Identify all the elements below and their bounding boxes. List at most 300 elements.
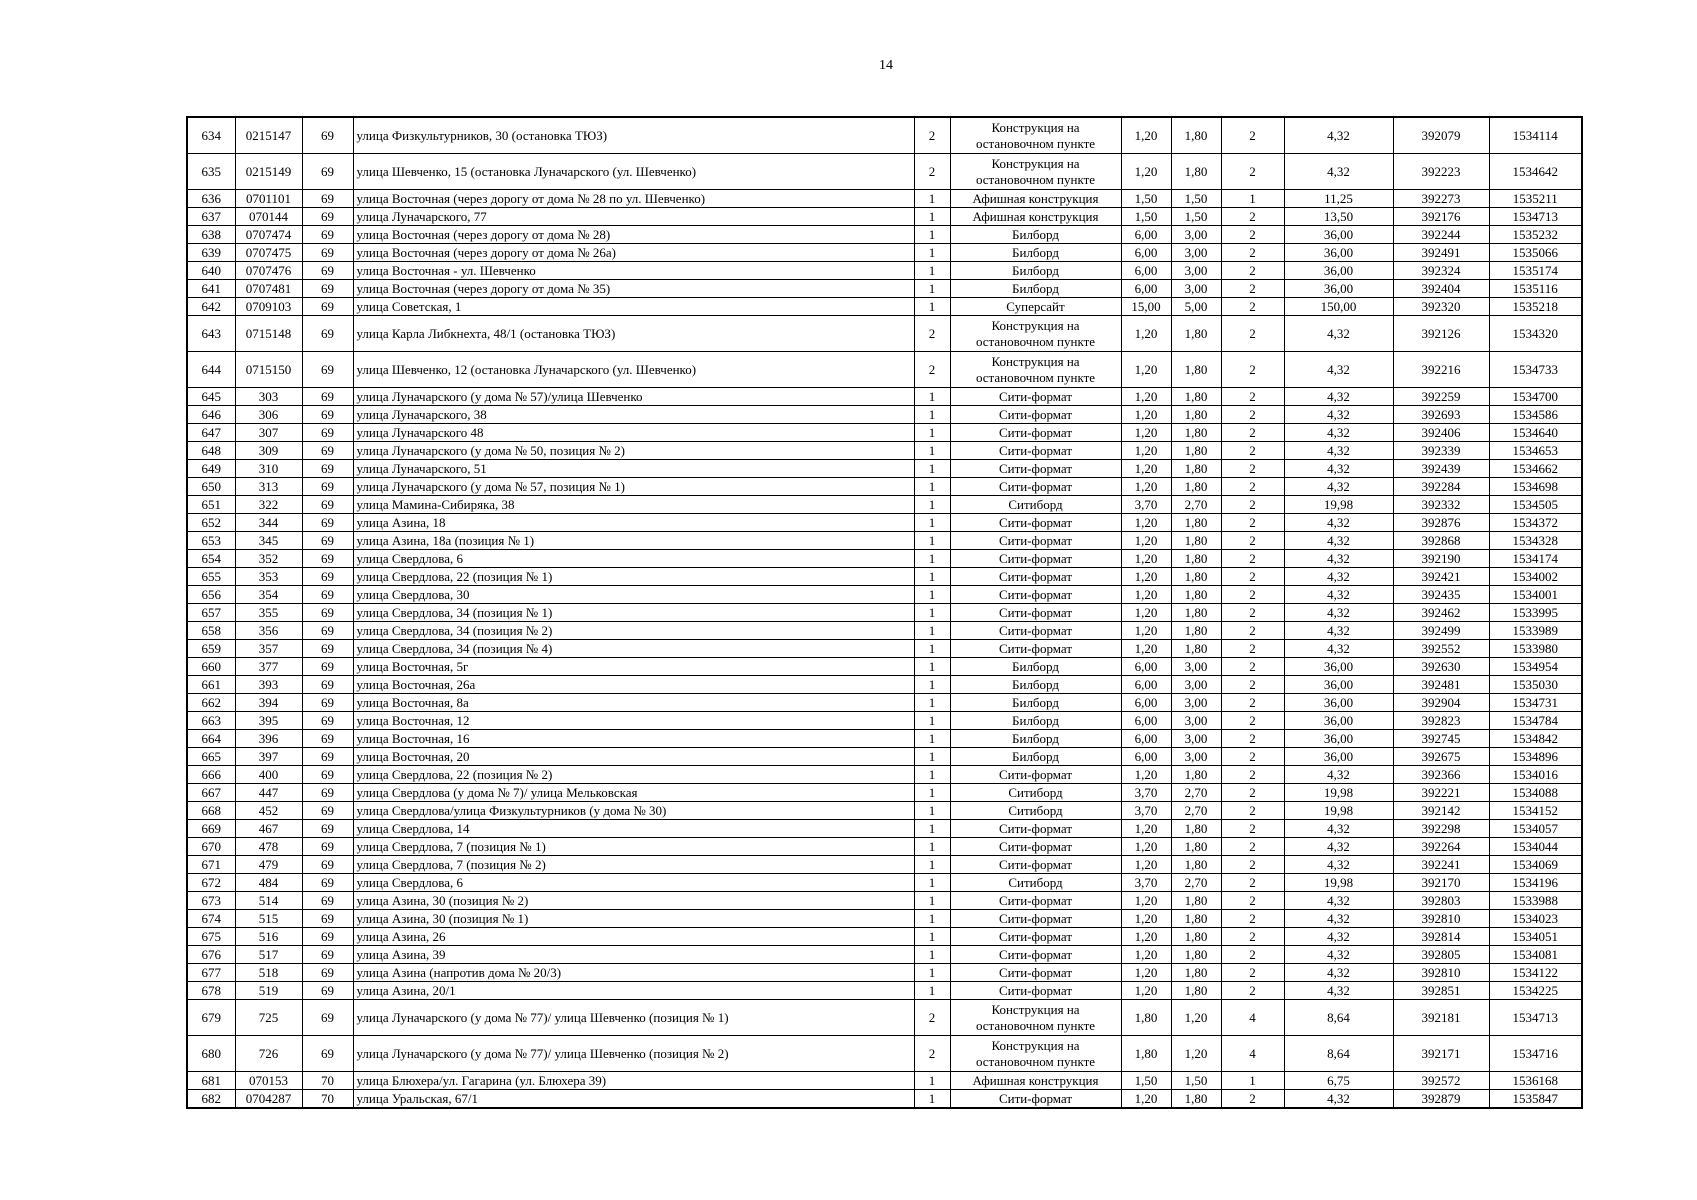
height-cell: 1,80 [1171, 316, 1221, 352]
row-number-cell: 646 [187, 406, 235, 424]
address-cell: улица Восточная, 12 [353, 712, 914, 730]
structure-id-cell: 070153 [235, 1072, 302, 1090]
coord-y-cell: 1535174 [1489, 262, 1582, 280]
height-cell: 1,80 [1171, 820, 1221, 838]
width-cell: 6,00 [1121, 262, 1171, 280]
structure-type-cell: Ситиборд [950, 802, 1121, 820]
area-cell: 19,98 [1284, 874, 1393, 892]
width-cell: 6,00 [1121, 694, 1171, 712]
sides-count-cell: 1 [914, 478, 950, 496]
district-code-cell: 69 [302, 622, 353, 640]
row-number-cell: 653 [187, 532, 235, 550]
faces-count-cell: 2 [1221, 262, 1284, 280]
height-cell: 3,00 [1171, 226, 1221, 244]
sides-count-cell: 1 [914, 694, 950, 712]
structure-type-cell: Сити-формат [950, 928, 1121, 946]
height-cell: 1,80 [1171, 352, 1221, 388]
sides-count-cell: 1 [914, 568, 950, 586]
sides-count-cell: 1 [914, 676, 950, 694]
structure-type-cell: Афишная конструкция [950, 1072, 1121, 1090]
sides-count-cell: 1 [914, 784, 950, 802]
coord-y-cell: 1534174 [1489, 550, 1582, 568]
coord-y-cell: 1534733 [1489, 352, 1582, 388]
district-code-cell: 69 [302, 910, 353, 928]
height-cell: 1,80 [1171, 478, 1221, 496]
district-code-cell: 69 [302, 604, 353, 622]
sides-count-cell: 2 [914, 117, 950, 154]
coord-x-cell: 392810 [1393, 964, 1489, 982]
address-cell: улица Луначарского (у дома № 57)/улица Шевченко [353, 388, 914, 406]
district-code-cell: 69 [302, 496, 353, 514]
sides-count-cell: 1 [914, 550, 950, 568]
height-cell: 1,80 [1171, 550, 1221, 568]
structure-type-cell: Сити-формат [950, 964, 1121, 982]
district-code-cell: 69 [302, 964, 353, 982]
height-cell: 1,80 [1171, 946, 1221, 964]
width-cell: 6,00 [1121, 676, 1171, 694]
width-cell: 6,00 [1121, 244, 1171, 262]
row-number-cell: 675 [187, 928, 235, 946]
width-cell: 1,20 [1121, 388, 1171, 406]
district-code-cell: 69 [302, 586, 353, 604]
coord-x-cell: 392803 [1393, 892, 1489, 910]
table-row [187, 226, 1582, 244]
row-number-cell: 673 [187, 892, 235, 910]
table-row [187, 1036, 1582, 1072]
district-code-cell: 69 [302, 388, 353, 406]
sides-count-cell: 1 [914, 946, 950, 964]
table-row [187, 712, 1582, 730]
height-cell: 1,80 [1171, 586, 1221, 604]
width-cell: 1,20 [1121, 406, 1171, 424]
structure-id-cell: 725 [235, 1000, 302, 1036]
structure-id-cell: 0715148 [235, 316, 302, 352]
table-row [187, 694, 1582, 712]
sides-count-cell: 1 [914, 262, 950, 280]
table-row [187, 316, 1582, 352]
row-number-cell: 657 [187, 604, 235, 622]
structure-type-cell: Сити-формат [950, 568, 1121, 586]
row-number-cell: 677 [187, 964, 235, 982]
structure-type-cell: Билборд [950, 226, 1121, 244]
row-number-cell: 659 [187, 640, 235, 658]
area-cell: 36,00 [1284, 694, 1393, 712]
sides-count-cell: 1 [914, 244, 950, 262]
table-row [187, 388, 1582, 406]
sides-count-cell: 1 [914, 658, 950, 676]
table-row [187, 982, 1582, 1000]
coord-y-cell: 1534784 [1489, 712, 1582, 730]
width-cell: 6,00 [1121, 280, 1171, 298]
height-cell: 1,20 [1171, 1000, 1221, 1036]
area-cell: 4,32 [1284, 892, 1393, 910]
structure-type-cell: Сити-формат [950, 478, 1121, 496]
coord-y-cell: 1534842 [1489, 730, 1582, 748]
coord-x-cell: 392851 [1393, 982, 1489, 1000]
coord-y-cell: 1534716 [1489, 1036, 1582, 1072]
height-cell: 1,80 [1171, 117, 1221, 154]
coord-y-cell: 1534700 [1489, 388, 1582, 406]
height-cell: 2,70 [1171, 784, 1221, 802]
coord-x-cell: 392079 [1393, 117, 1489, 154]
width-cell: 6,00 [1121, 748, 1171, 766]
area-cell: 8,64 [1284, 1000, 1393, 1036]
sides-count-cell: 2 [914, 352, 950, 388]
table-row [187, 874, 1582, 892]
coord-x-cell: 392181 [1393, 1000, 1489, 1036]
faces-count-cell: 2 [1221, 712, 1284, 730]
width-cell: 1,20 [1121, 154, 1171, 190]
structure-id-cell: 313 [235, 478, 302, 496]
coord-y-cell: 1535030 [1489, 676, 1582, 694]
coord-y-cell: 1534081 [1489, 946, 1582, 964]
width-cell: 1,20 [1121, 892, 1171, 910]
area-cell: 4,32 [1284, 982, 1393, 1000]
coord-x-cell: 392223 [1393, 154, 1489, 190]
faces-count-cell: 2 [1221, 586, 1284, 604]
structure-id-cell: 345 [235, 532, 302, 550]
width-cell: 1,20 [1121, 550, 1171, 568]
height-cell: 3,00 [1171, 280, 1221, 298]
table-row [187, 478, 1582, 496]
table-row [187, 352, 1582, 388]
faces-count-cell: 2 [1221, 1090, 1284, 1109]
table-row [187, 838, 1582, 856]
faces-count-cell: 4 [1221, 1036, 1284, 1072]
structure-type-cell: Билборд [950, 658, 1121, 676]
area-cell: 36,00 [1284, 748, 1393, 766]
coord-x-cell: 392176 [1393, 208, 1489, 226]
row-number-cell: 639 [187, 244, 235, 262]
sides-count-cell: 1 [914, 532, 950, 550]
district-code-cell: 69 [302, 406, 353, 424]
height-cell: 1,50 [1171, 208, 1221, 226]
height-cell: 1,50 [1171, 1072, 1221, 1090]
coord-y-cell: 1534640 [1489, 424, 1582, 442]
sides-count-cell: 1 [914, 280, 950, 298]
coord-y-cell: 1534328 [1489, 532, 1582, 550]
faces-count-cell: 2 [1221, 892, 1284, 910]
faces-count-cell: 2 [1221, 532, 1284, 550]
structure-id-cell: 0707474 [235, 226, 302, 244]
district-code-cell: 69 [302, 532, 353, 550]
height-cell: 1,50 [1171, 190, 1221, 208]
sides-count-cell: 2 [914, 316, 950, 352]
coord-x-cell: 392421 [1393, 568, 1489, 586]
sides-count-cell: 1 [914, 298, 950, 316]
sides-count-cell: 1 [914, 208, 950, 226]
width-cell: 3,70 [1121, 874, 1171, 892]
address-cell: улица Восточная, 20 [353, 748, 914, 766]
table-row [187, 244, 1582, 262]
address-cell: улица Советская, 1 [353, 298, 914, 316]
structure-id-cell: 303 [235, 388, 302, 406]
faces-count-cell: 2 [1221, 946, 1284, 964]
structure-id-cell: 0707475 [235, 244, 302, 262]
area-cell: 4,32 [1284, 154, 1393, 190]
row-number-cell: 667 [187, 784, 235, 802]
row-number-cell: 637 [187, 208, 235, 226]
coord-x-cell: 392745 [1393, 730, 1489, 748]
table-row [187, 154, 1582, 190]
structure-type-cell: Конструкция на остановочном пункте [950, 154, 1121, 190]
structure-id-cell: 515 [235, 910, 302, 928]
coord-y-cell: 1533995 [1489, 604, 1582, 622]
coord-x-cell: 392320 [1393, 298, 1489, 316]
district-code-cell: 69 [302, 316, 353, 352]
coord-y-cell: 1533989 [1489, 622, 1582, 640]
faces-count-cell: 2 [1221, 604, 1284, 622]
width-cell: 1,20 [1121, 352, 1171, 388]
area-cell: 4,32 [1284, 622, 1393, 640]
height-cell: 1,80 [1171, 406, 1221, 424]
width-cell: 1,20 [1121, 586, 1171, 604]
coord-x-cell: 392462 [1393, 604, 1489, 622]
area-cell: 4,32 [1284, 946, 1393, 964]
structure-type-cell: Сити-формат [950, 622, 1121, 640]
table-row [187, 910, 1582, 928]
coord-y-cell: 1534653 [1489, 442, 1582, 460]
structure-type-cell: Конструкция на остановочном пункте [950, 316, 1121, 352]
area-cell: 4,32 [1284, 406, 1393, 424]
address-cell: улица Луначарского (у дома № 57, позиция № 1) [353, 478, 914, 496]
coord-x-cell: 392142 [1393, 802, 1489, 820]
row-number-cell: 635 [187, 154, 235, 190]
faces-count-cell: 4 [1221, 1000, 1284, 1036]
height-cell: 1,20 [1171, 1036, 1221, 1072]
area-cell: 6,75 [1284, 1072, 1393, 1090]
height-cell: 3,00 [1171, 730, 1221, 748]
faces-count-cell: 2 [1221, 208, 1284, 226]
row-number-cell: 671 [187, 856, 235, 874]
structure-type-cell: Сити-формат [950, 442, 1121, 460]
address-cell: улица Луначарского (у дома № 77)/ улица Шевченко (позиция № 2) [353, 1036, 914, 1072]
coord-y-cell: 1534088 [1489, 784, 1582, 802]
height-cell: 5,00 [1171, 298, 1221, 316]
structure-id-cell: 344 [235, 514, 302, 532]
structure-id-cell: 306 [235, 406, 302, 424]
height-cell: 3,00 [1171, 712, 1221, 730]
row-number-cell: 634 [187, 117, 235, 154]
area-cell: 4,32 [1284, 424, 1393, 442]
sides-count-cell: 1 [914, 226, 950, 244]
district-code-cell: 69 [302, 262, 353, 280]
coord-y-cell: 1535847 [1489, 1090, 1582, 1109]
area-cell: 19,98 [1284, 802, 1393, 820]
row-number-cell: 652 [187, 514, 235, 532]
address-cell: улица Мамина-Сибиряка, 38 [353, 496, 914, 514]
table-row [187, 820, 1582, 838]
structure-id-cell: 353 [235, 568, 302, 586]
faces-count-cell: 2 [1221, 964, 1284, 982]
height-cell: 3,00 [1171, 676, 1221, 694]
height-cell: 1,80 [1171, 856, 1221, 874]
sides-count-cell: 1 [914, 460, 950, 478]
width-cell: 1,20 [1121, 928, 1171, 946]
height-cell: 1,80 [1171, 766, 1221, 784]
coord-y-cell: 1534122 [1489, 964, 1582, 982]
row-number-cell: 663 [187, 712, 235, 730]
coord-y-cell: 1534642 [1489, 154, 1582, 190]
table-row [187, 117, 1582, 154]
structure-type-cell: Афишная конструкция [950, 208, 1121, 226]
coord-x-cell: 392572 [1393, 1072, 1489, 1090]
area-cell: 4,32 [1284, 604, 1393, 622]
coord-x-cell: 392406 [1393, 424, 1489, 442]
structure-type-cell: Сити-формат [950, 838, 1121, 856]
row-number-cell: 656 [187, 586, 235, 604]
structure-id-cell: 0707481 [235, 280, 302, 298]
structure-type-cell: Сити-формат [950, 460, 1121, 478]
width-cell: 3,70 [1121, 802, 1171, 820]
faces-count-cell: 2 [1221, 748, 1284, 766]
height-cell: 3,00 [1171, 748, 1221, 766]
structure-id-cell: 393 [235, 676, 302, 694]
address-cell: улица Азина, 20/1 [353, 982, 914, 1000]
coord-y-cell: 1533988 [1489, 892, 1582, 910]
width-cell: 1,80 [1121, 1000, 1171, 1036]
area-cell: 4,32 [1284, 514, 1393, 532]
structure-id-cell: 395 [235, 712, 302, 730]
area-cell: 4,32 [1284, 532, 1393, 550]
table-row [187, 856, 1582, 874]
district-code-cell: 69 [302, 802, 353, 820]
coord-x-cell: 392221 [1393, 784, 1489, 802]
coord-y-cell: 1534023 [1489, 910, 1582, 928]
structure-type-cell: Сити-формат [950, 550, 1121, 568]
structure-type-cell: Сити-формат [950, 856, 1121, 874]
width-cell: 1,20 [1121, 910, 1171, 928]
table-row [187, 946, 1582, 964]
row-number-cell: 658 [187, 622, 235, 640]
address-cell: улица Свердлова, 22 (позиция № 1) [353, 568, 914, 586]
structure-type-cell: Конструкция на остановочном пункте [950, 1036, 1121, 1072]
address-cell: улица Свердлова, 34 (позиция № 1) [353, 604, 914, 622]
address-cell: улица Луначарского, 38 [353, 406, 914, 424]
area-cell: 36,00 [1284, 280, 1393, 298]
row-number-cell: 666 [187, 766, 235, 784]
structure-type-cell: Сити-формат [950, 388, 1121, 406]
height-cell: 1,80 [1171, 442, 1221, 460]
height-cell: 3,00 [1171, 694, 1221, 712]
area-cell: 4,32 [1284, 352, 1393, 388]
faces-count-cell: 2 [1221, 496, 1284, 514]
coord-x-cell: 392216 [1393, 352, 1489, 388]
district-code-cell: 69 [302, 892, 353, 910]
address-cell: улица Свердлова, 34 (позиция № 2) [353, 622, 914, 640]
sides-count-cell: 1 [914, 604, 950, 622]
height-cell: 3,00 [1171, 658, 1221, 676]
table-row [187, 208, 1582, 226]
advertising-structures-table [186, 116, 1583, 1109]
sides-count-cell: 1 [914, 802, 950, 820]
width-cell: 1,20 [1121, 640, 1171, 658]
row-number-cell: 664 [187, 730, 235, 748]
coord-x-cell: 392879 [1393, 1090, 1489, 1109]
structure-id-cell: 394 [235, 694, 302, 712]
sides-count-cell: 1 [914, 910, 950, 928]
table-row [187, 550, 1582, 568]
district-code-cell: 69 [302, 982, 353, 1000]
faces-count-cell: 2 [1221, 622, 1284, 640]
row-number-cell: 643 [187, 316, 235, 352]
area-cell: 4,32 [1284, 1090, 1393, 1109]
height-cell: 1,80 [1171, 1090, 1221, 1109]
coord-x-cell: 392810 [1393, 910, 1489, 928]
row-number-cell: 640 [187, 262, 235, 280]
width-cell: 1,20 [1121, 117, 1171, 154]
structure-id-cell: 478 [235, 838, 302, 856]
structure-id-cell: 354 [235, 586, 302, 604]
address-cell: улица Луначарского (у дома № 50, позиция № 2) [353, 442, 914, 460]
sides-count-cell: 1 [914, 424, 950, 442]
width-cell: 1,20 [1121, 604, 1171, 622]
table-body [187, 117, 1582, 1108]
structure-type-cell: Сити-формат [950, 514, 1121, 532]
coord-y-cell: 1534225 [1489, 982, 1582, 1000]
structure-type-cell: Сити-формат [950, 640, 1121, 658]
coord-x-cell: 392324 [1393, 262, 1489, 280]
coord-x-cell: 392404 [1393, 280, 1489, 298]
structure-id-cell: 310 [235, 460, 302, 478]
structure-type-cell: Сити-формат [950, 532, 1121, 550]
table-row [187, 406, 1582, 424]
height-cell: 1,80 [1171, 568, 1221, 586]
width-cell: 1,20 [1121, 856, 1171, 874]
structure-type-cell: Сити-формат [950, 982, 1121, 1000]
structure-id-cell: 307 [235, 424, 302, 442]
table-row [187, 496, 1582, 514]
row-number-cell: 672 [187, 874, 235, 892]
structure-id-cell: 726 [235, 1036, 302, 1072]
table-row [187, 658, 1582, 676]
coord-y-cell: 1534016 [1489, 766, 1582, 784]
row-number-cell: 642 [187, 298, 235, 316]
page-number: 14 [879, 58, 893, 73]
coord-y-cell: 1533980 [1489, 640, 1582, 658]
table-row [187, 802, 1582, 820]
row-number-cell: 654 [187, 550, 235, 568]
structure-id-cell: 516 [235, 928, 302, 946]
faces-count-cell: 2 [1221, 658, 1284, 676]
structure-type-cell: Билборд [950, 712, 1121, 730]
document-table-wrapper [186, 116, 1583, 1109]
address-cell: улица Свердлова, 30 [353, 586, 914, 604]
coord-x-cell: 392435 [1393, 586, 1489, 604]
structure-type-cell: Билборд [950, 280, 1121, 298]
coord-y-cell: 1534044 [1489, 838, 1582, 856]
faces-count-cell: 2 [1221, 838, 1284, 856]
sides-count-cell: 1 [914, 190, 950, 208]
coord-x-cell: 392499 [1393, 622, 1489, 640]
sides-count-cell: 1 [914, 856, 950, 874]
district-code-cell: 69 [302, 748, 353, 766]
coord-y-cell: 1534698 [1489, 478, 1582, 496]
table-row [187, 514, 1582, 532]
district-code-cell: 69 [302, 460, 353, 478]
structure-id-cell: 0715150 [235, 352, 302, 388]
coord-y-cell: 1535232 [1489, 226, 1582, 244]
sides-count-cell: 1 [914, 928, 950, 946]
sides-count-cell: 1 [914, 712, 950, 730]
coord-y-cell: 1534114 [1489, 117, 1582, 154]
faces-count-cell: 2 [1221, 316, 1284, 352]
row-number-cell: 651 [187, 496, 235, 514]
structure-type-cell: Сити-формат [950, 820, 1121, 838]
width-cell: 1,20 [1121, 316, 1171, 352]
district-code-cell: 69 [302, 874, 353, 892]
structure-type-cell: Сити-формат [950, 586, 1121, 604]
